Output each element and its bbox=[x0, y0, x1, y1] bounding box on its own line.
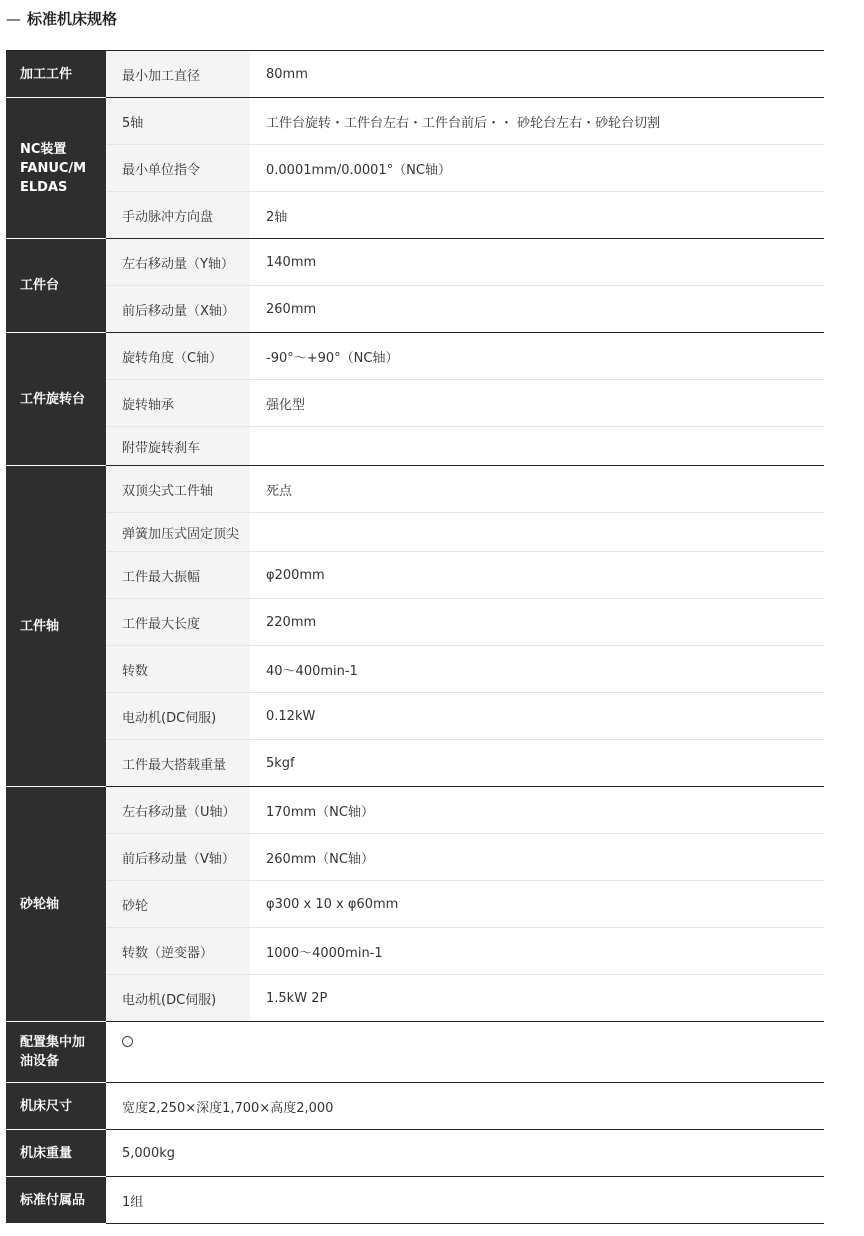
category-cell: 加工工件 bbox=[6, 51, 106, 98]
category-cell: 机床尺寸 bbox=[6, 1083, 106, 1130]
table-row bbox=[6, 466, 824, 513]
spec-value: 2轴 bbox=[250, 192, 824, 239]
category-cell: 工件台 bbox=[6, 239, 106, 333]
table-row bbox=[6, 239, 824, 286]
category-cell bbox=[6, 98, 106, 239]
heading-dash: — bbox=[6, 10, 21, 28]
spec-value: 0.12kW bbox=[250, 693, 824, 740]
table-row bbox=[6, 380, 824, 427]
category-line: ELDAS bbox=[20, 179, 68, 195]
table-row bbox=[6, 881, 824, 928]
table-row bbox=[6, 286, 824, 333]
spec-value: 40～400min-1 bbox=[250, 646, 824, 693]
category-cell bbox=[6, 1022, 106, 1083]
spec-value: 5,000kg bbox=[106, 1130, 824, 1177]
table-row bbox=[6, 552, 824, 599]
spec-value: 工件台旋转・工件台左右・工件台前后・・ 砂轮台左右・砂轮台切割 bbox=[250, 98, 824, 145]
spec-value bbox=[250, 427, 824, 466]
spec-value: 170mm（NC轴） bbox=[250, 787, 824, 834]
table-row bbox=[6, 145, 824, 192]
section-heading bbox=[6, 8, 117, 30]
spec-value: 80mm bbox=[250, 51, 824, 98]
category-line: 配置集中加 bbox=[20, 1035, 86, 1050]
spec-label: 工件最大长度 bbox=[106, 599, 250, 646]
table-row bbox=[6, 975, 824, 1022]
heading-title: 标准机床规格 bbox=[27, 10, 118, 28]
spec-label: 前后移动量（X轴） bbox=[106, 286, 250, 333]
category-line: 油设备 bbox=[20, 1054, 60, 1069]
spec-value: 140mm bbox=[250, 239, 824, 286]
table-row bbox=[6, 693, 824, 740]
spec-value: φ200mm bbox=[250, 552, 824, 599]
category-cell: 机床重量 bbox=[6, 1130, 106, 1177]
spec-label: 旋转角度（C轴） bbox=[106, 333, 250, 380]
spec-label: 最小单位指令 bbox=[106, 145, 250, 192]
spec-label: 电动机(DC伺服) bbox=[106, 693, 250, 740]
table-row bbox=[6, 646, 824, 693]
circle-mark-icon bbox=[122, 1036, 133, 1047]
spec-value: 1组 bbox=[106, 1177, 824, 1224]
spec-value: 宽度2,250×深度1,700×高度2,000 bbox=[106, 1083, 824, 1130]
spec-value: 260mm bbox=[250, 286, 824, 333]
table-row bbox=[6, 834, 824, 881]
spec-label: 弹簧加压式固定顶尖 bbox=[106, 513, 250, 552]
table-row bbox=[6, 599, 824, 646]
spec-label: 旋转轴承 bbox=[106, 380, 250, 427]
spec-label: 工件最大搭载重量 bbox=[106, 740, 250, 787]
category-cell: 工件旋转台 bbox=[6, 333, 106, 466]
category-cell: 工件轴 bbox=[6, 466, 106, 787]
table-row bbox=[6, 740, 824, 787]
spec-label: 转数 bbox=[106, 646, 250, 693]
spec-label: 5轴 bbox=[106, 98, 250, 145]
spec-label: 最小加工直径 bbox=[106, 51, 250, 98]
spec-label: 砂轮 bbox=[106, 881, 250, 928]
table-row bbox=[6, 192, 824, 239]
spec-value bbox=[106, 1022, 824, 1083]
spec-value: 1000～4000min-1 bbox=[250, 928, 824, 975]
spec-label: 工件最大振幅 bbox=[106, 552, 250, 599]
spec-value: 强化型 bbox=[250, 380, 824, 427]
spec-value: 260mm（NC轴） bbox=[250, 834, 824, 881]
table-row bbox=[6, 513, 824, 552]
spec-label: 手动脉冲方向盘 bbox=[106, 192, 250, 239]
spec-value: φ300 x 10 x φ60mm bbox=[250, 881, 824, 928]
spec-value bbox=[250, 513, 824, 552]
spec-table bbox=[6, 50, 824, 1224]
table-row bbox=[6, 1022, 824, 1083]
spec-label: 左右移动量（Y轴） bbox=[106, 239, 250, 286]
table-row bbox=[6, 1083, 824, 1130]
spec-value: -90°～+90°（NC轴） bbox=[250, 333, 824, 380]
spec-value: 1.5kW 2P bbox=[250, 975, 824, 1022]
category-line: FANUC/M bbox=[20, 160, 87, 176]
spec-label: 转数（逆变器） bbox=[106, 928, 250, 975]
category-line: NC装置 bbox=[20, 141, 67, 157]
table-row bbox=[6, 1130, 824, 1177]
spec-value: 0.0001mm/0.0001°（NC轴） bbox=[250, 145, 824, 192]
spec-label: 前后移动量（V轴） bbox=[106, 834, 250, 881]
spec-value: 死点 bbox=[250, 466, 824, 513]
spec-value: 220mm bbox=[250, 599, 824, 646]
table-row bbox=[6, 787, 824, 834]
table-row bbox=[6, 928, 824, 975]
category-cell: 标准付属品 bbox=[6, 1177, 106, 1224]
table-row bbox=[6, 333, 824, 380]
spec-label: 双顶尖式工件轴 bbox=[106, 466, 250, 513]
table-row bbox=[6, 51, 824, 98]
spec-label: 附带旋转刹车 bbox=[106, 427, 250, 466]
spec-label: 左右移动量（U轴） bbox=[106, 787, 250, 834]
category-cell: 砂轮轴 bbox=[6, 787, 106, 1022]
spec-label: 电动机(DC伺服) bbox=[106, 975, 250, 1022]
table-row bbox=[6, 1177, 824, 1224]
table-row bbox=[6, 427, 824, 466]
table-row bbox=[6, 98, 824, 145]
spec-value: 5kgf bbox=[250, 740, 824, 787]
